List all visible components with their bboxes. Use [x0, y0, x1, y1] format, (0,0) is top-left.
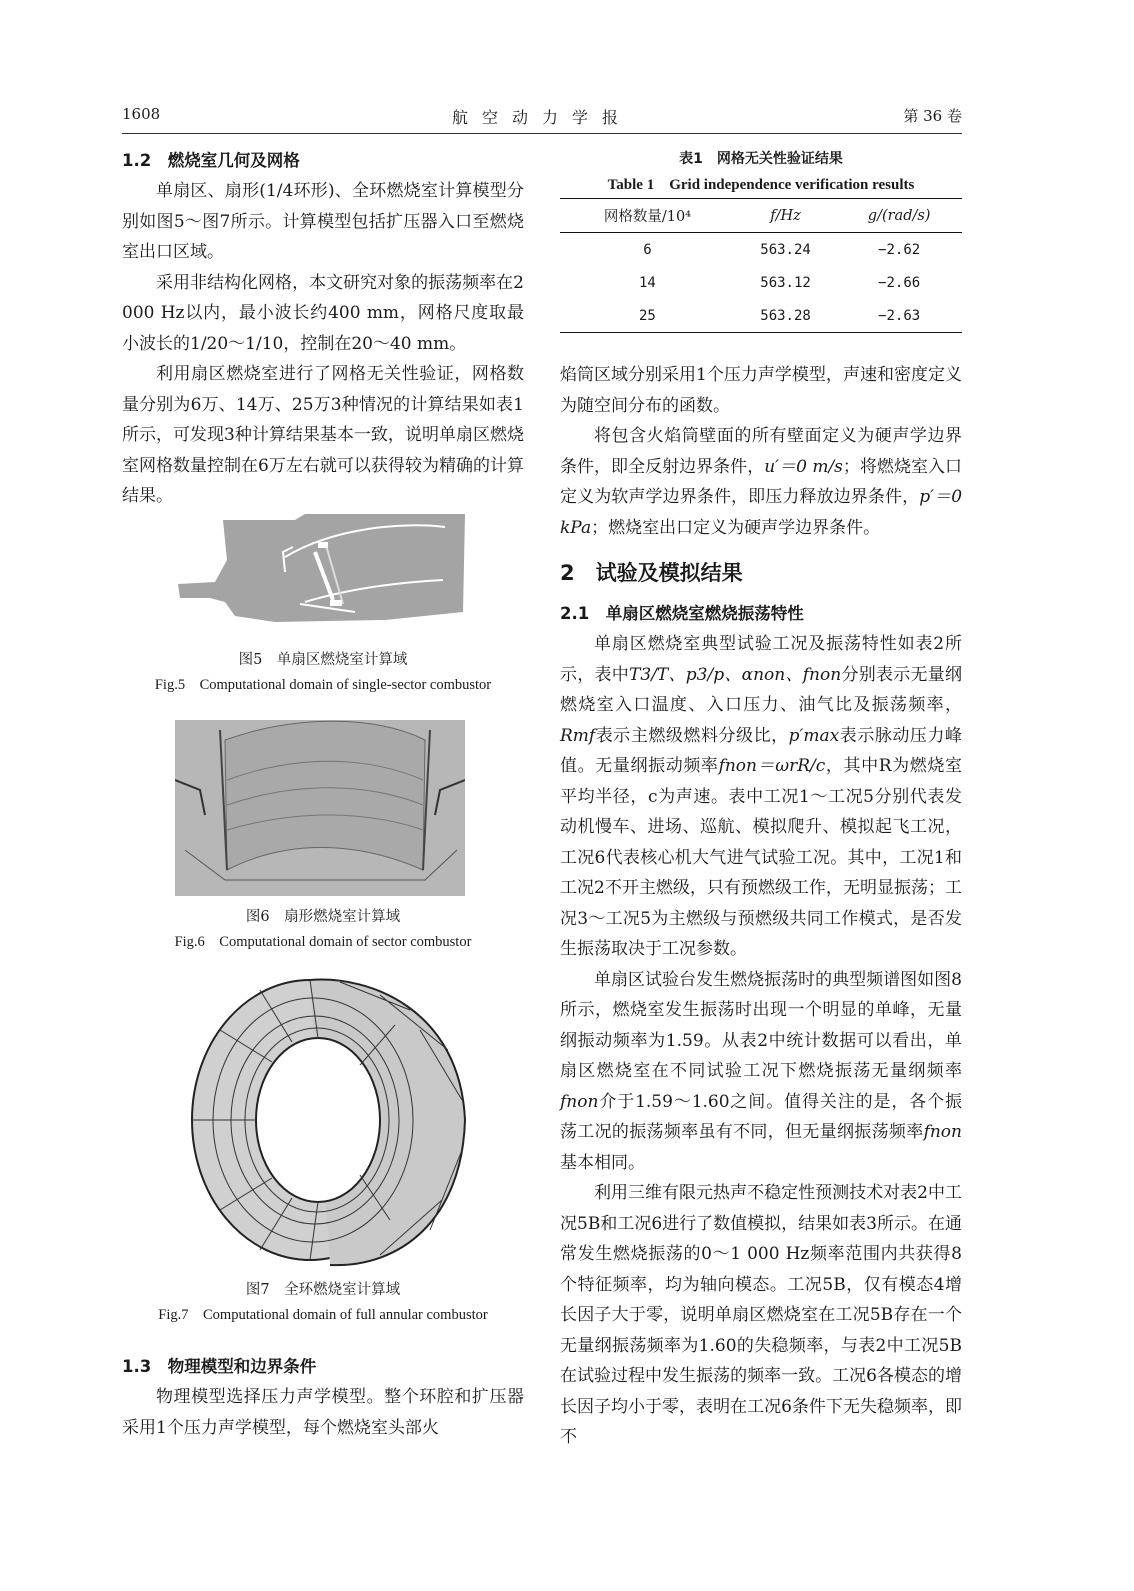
- symbol: fnon＝ωrR/c: [718, 756, 826, 776]
- page-number: 1608: [122, 105, 161, 123]
- journal-name: 航空动力学报: [451, 108, 632, 127]
- symbol: u′＝0 m/s: [764, 456, 843, 477]
- symbol: fnon: [560, 1091, 599, 1112]
- figure-7-caption-en: Fig.7 Computational domain of full annular combustor: [158, 1307, 488, 1323]
- table-row: [560, 299, 962, 333]
- right-column: [560, 360, 962, 1453]
- paragraph: 焰筒区域分别采用1个压力声学模型，声速和密度定义为随空间分布的函数。: [560, 365, 962, 416]
- paragraph: 将包含火焰筒壁面的所有壁面定义为硬声学边界条件，即全反射边界条件，u′＝0 m/s；将燃烧室入口定义为软声学边界条件，即压力释放边界条件，p′＝0 kPa；燃烧室出口定义为硬声学边界条件。: [560, 426, 963, 538]
- table-cell: −2.63: [878, 307, 921, 324]
- left-column-top: [122, 146, 524, 512]
- column-header: g/(rad/s): [867, 207, 931, 224]
- table-1: [560, 146, 962, 333]
- figure-5-caption-en: Fig.5 Computational domain of single-sector combustor: [154, 677, 492, 693]
- column-header: 网格数量/10⁴: [603, 209, 691, 225]
- symbol: T3/T、p3/p、αnon、fnon: [629, 664, 842, 685]
- paragraph: 单扇区燃烧室典型试验工况及振荡特性如表2所示，表中T3/T、p3/p、αnon、fnon分别表示无量纲燃烧室入口温度、入口压力、油气比及振荡频率，Rmf表示主燃级燃料分级比，p′max表示脉动压力峰值。无量纲振动频率fnon＝ωrR/c，其中R为燃烧室平均半径，c为声速。表中工况1～工况5分别代表发动机慢车、进场、巡航、模拟爬升、模拟起飞工况，工况6代表核心机大气进气试验工况。其中，工况1和工况2不开主燃级，只有预燃级工作，无明显振荡；工况3～工况5为主燃级与预燃级共同工作模式，是否发生振荡取决于工况参数。: [560, 634, 963, 959]
- figure-6-caption-cn: 图6 扇形燃烧室计算域: [245, 909, 401, 925]
- figure-5-caption-cn: 图5 单扇区燃烧室计算域: [238, 652, 408, 668]
- paragraph: 利用三维有限元热声不稳定性预测技术对表2中工况5B和工况6进行了数值模拟，结果如表3所示。在通常发生燃烧振荡的0～1 000 Hz频率范围内共获得8个特征频率，均为轴向模态。工况5B，仅有模态4增长因子大于零，说明单扇区燃烧室在工况5B存在一个无量纲振荡频率为1.60的失稳频率，与表2中工况5B在试验过程中发生振荡的频率一致。工况6各模态的增长因子均小于零，表明在工况6条件下无失稳频率，即不: [560, 1183, 962, 1447]
- column-header: f/Hz: [770, 207, 801, 224]
- paragraph: 单扇区试验台发生燃烧振荡时的典型频谱图如图8所示，燃烧室发生振荡时出现一个明显的单峰，无量纲振动频率为1.59。从表2中统计数据可以看出，单扇区燃烧室在不同试验工况下燃烧振荡无量纲频率fnon介于1.59～1.60之间。值得关注的是，各个振荡工况的振荡频率虽有不同，但无量纲振荡频率fnon基本相同。: [560, 969, 962, 1173]
- table-cell: 14: [638, 274, 656, 291]
- paragraph: 物理模型选择压力声学模型。整个环腔和扩压器采用1个压力声学模型，每个燃烧室头部火: [122, 1387, 524, 1438]
- left-column-bottom: [122, 1352, 524, 1443]
- table-1-title-cn: 表1 网格无关性验证结果: [679, 151, 843, 167]
- volume-label: 第 36 卷: [903, 107, 962, 125]
- symbol: Rmf: [560, 725, 596, 746]
- figure-6-caption-en: Fig.6 Computational domain of sector combustor: [174, 934, 472, 950]
- running-header: [122, 103, 962, 134]
- paragraph: 采用非结构化网格，本文研究对象的振荡频率在2 000 Hz以内，最小波长约400 mm，网格尺度取最小波长的1/20～1/10，控制在20～40 mm。: [122, 272, 524, 354]
- figure-5-image: [175, 512, 465, 632]
- section-1-2-heading: 1.2 燃烧室几何及网格: [122, 151, 300, 170]
- section-2-1-heading: 2.1 单扇区燃烧室燃烧振荡特性: [560, 604, 804, 623]
- table-row: [560, 266, 962, 299]
- grid-independence-table: [560, 198, 962, 333]
- table-cell: 563.12: [760, 274, 811, 291]
- symbol: p′＝0 kPa: [560, 487, 963, 538]
- section-2-heading: 2 试验及模拟结果: [560, 561, 743, 585]
- table-cell: −2.66: [878, 274, 921, 291]
- paragraph: 单扇区、扇形(1/4环形)、全环燃烧室计算模型分别如图5～图7所示。计算模型包括扩压器入口至燃烧室出口区域。: [122, 181, 524, 262]
- section-1-3-heading: 1.3 物理模型和边界条件: [122, 1357, 317, 1376]
- table-cell: 25: [638, 307, 656, 324]
- figure-6-image: [175, 720, 465, 896]
- table-cell: 6: [643, 241, 652, 258]
- table-cell: 563.28: [760, 307, 811, 324]
- figure-7-caption-cn: 图7 全环燃烧室计算域: [245, 1282, 401, 1298]
- table-row: [560, 233, 962, 267]
- symbol: p′max: [788, 725, 840, 746]
- figure-7-image: [180, 970, 470, 1270]
- symbol: fnon: [923, 1122, 962, 1142]
- table-cell: −2.62: [878, 241, 921, 258]
- table-1-title-en: Table 1 Grid independence verification results: [607, 177, 915, 193]
- paragraph: 利用扇区燃烧室进行了网格无关性验证，网格数量分别为6万、14万、25万3种情况的计算结果如表1所示，可发现3种计算结果基本一致，说明单扇区燃烧室网格数量控制在6万左右就可以获得较为精确的计算结果。: [122, 364, 524, 506]
- table-cell: 563.24: [760, 241, 811, 258]
